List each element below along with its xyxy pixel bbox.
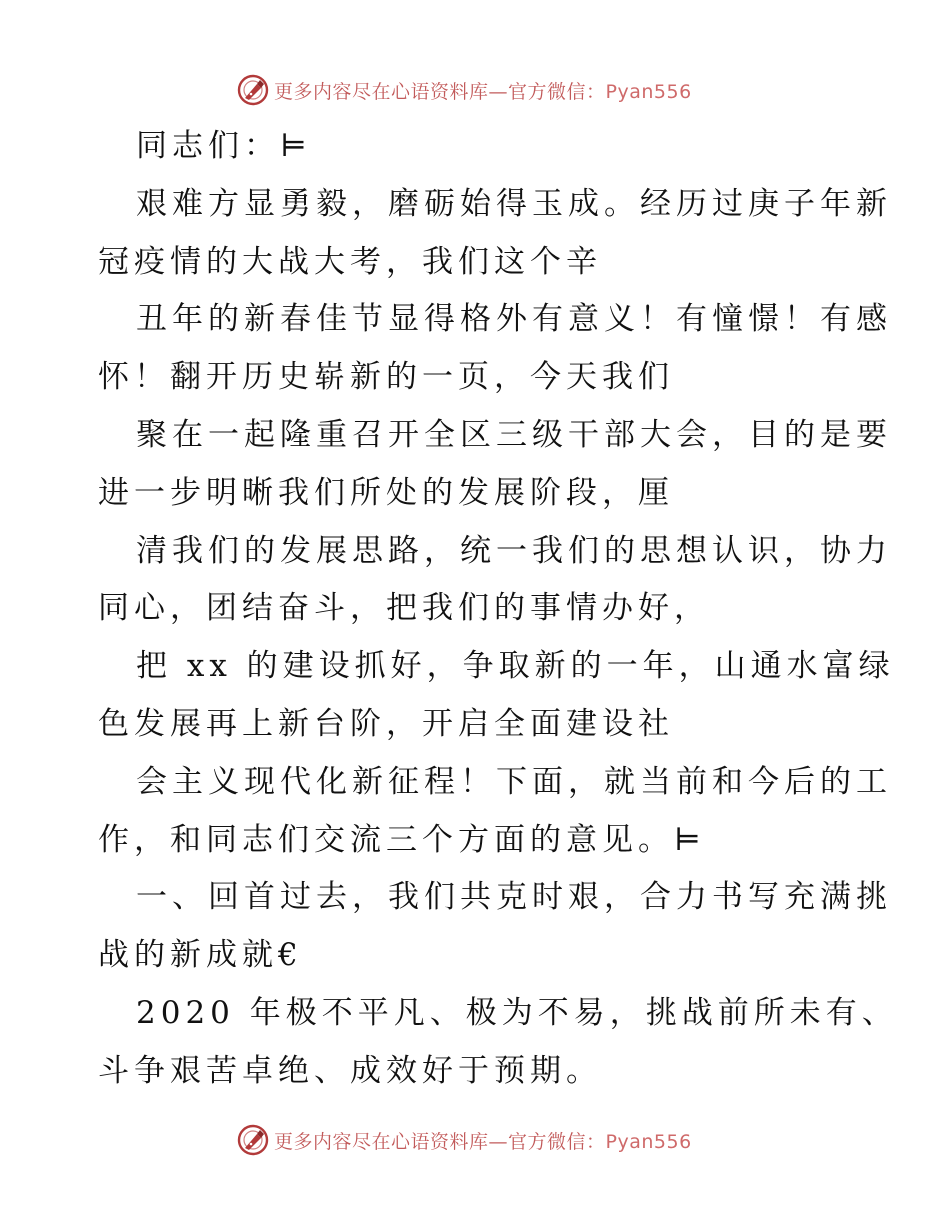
speech-body: [98, 118, 898, 1101]
pen-nib-logo-icon: [236, 73, 270, 107]
watermark-text: 更多内容尽在心语资料库—官方微信：Pyan556: [274, 80, 692, 103]
text-line: 艰难方显勇毅，磨砺始得玉成。经历过庚子年新: [136, 185, 892, 222]
text-line: 进一步明晰我们所处的发展阶段，厘: [98, 474, 674, 511]
watermark-wechat-id: Pyan556: [605, 1130, 692, 1153]
watermark-wechat-id: Pyan556: [605, 80, 692, 103]
text-line: 把 xx 的建设抓好，争取新的一年，山通水富绿: [136, 648, 895, 685]
text-line: 斗争艰苦卓绝、成效好于预期。: [98, 1052, 602, 1089]
section-heading-line: 战的新成就€: [98, 937, 303, 974]
pen-nib-logo-icon: [236, 1123, 270, 1157]
text-line: 同志们：⊨: [136, 128, 312, 164]
text-line: 色发展再上新台阶，开启全面建设社: [98, 705, 674, 742]
text-line: 会主义现代化新征程！下面，就当前和今后的工: [136, 763, 892, 800]
footer-watermark: [236, 1123, 692, 1157]
text-line: 作，和同志们交流三个方面的意见。⊨: [98, 821, 706, 858]
text-line: 2020 年极不平凡、极为不易，挑战前所未有、: [136, 994, 898, 1031]
text-line: 同心，团结奋斗，把我们的事情办好，: [98, 590, 710, 627]
text-line: 冠疫情的大战大考，我们这个辛: [98, 243, 602, 280]
watermark-text: 更多内容尽在心语资料库—官方微信：Pyan556: [274, 1130, 692, 1153]
header-watermark: [236, 73, 692, 107]
section-heading-line: 一、回首过去，我们共克时艰，合力书写充满挑: [136, 879, 892, 916]
text-line: 怀！翻开历史崭新的一页，今天我们: [98, 359, 674, 396]
text-line: 清我们的发展思路，统一我们的思想认识，协力: [136, 532, 892, 569]
text-line: 丑年的新春佳节显得格外有意义！有憧憬！有感: [136, 301, 892, 338]
text-line: 聚在一起隆重召开全区三级干部大会，目的是要: [136, 416, 892, 453]
